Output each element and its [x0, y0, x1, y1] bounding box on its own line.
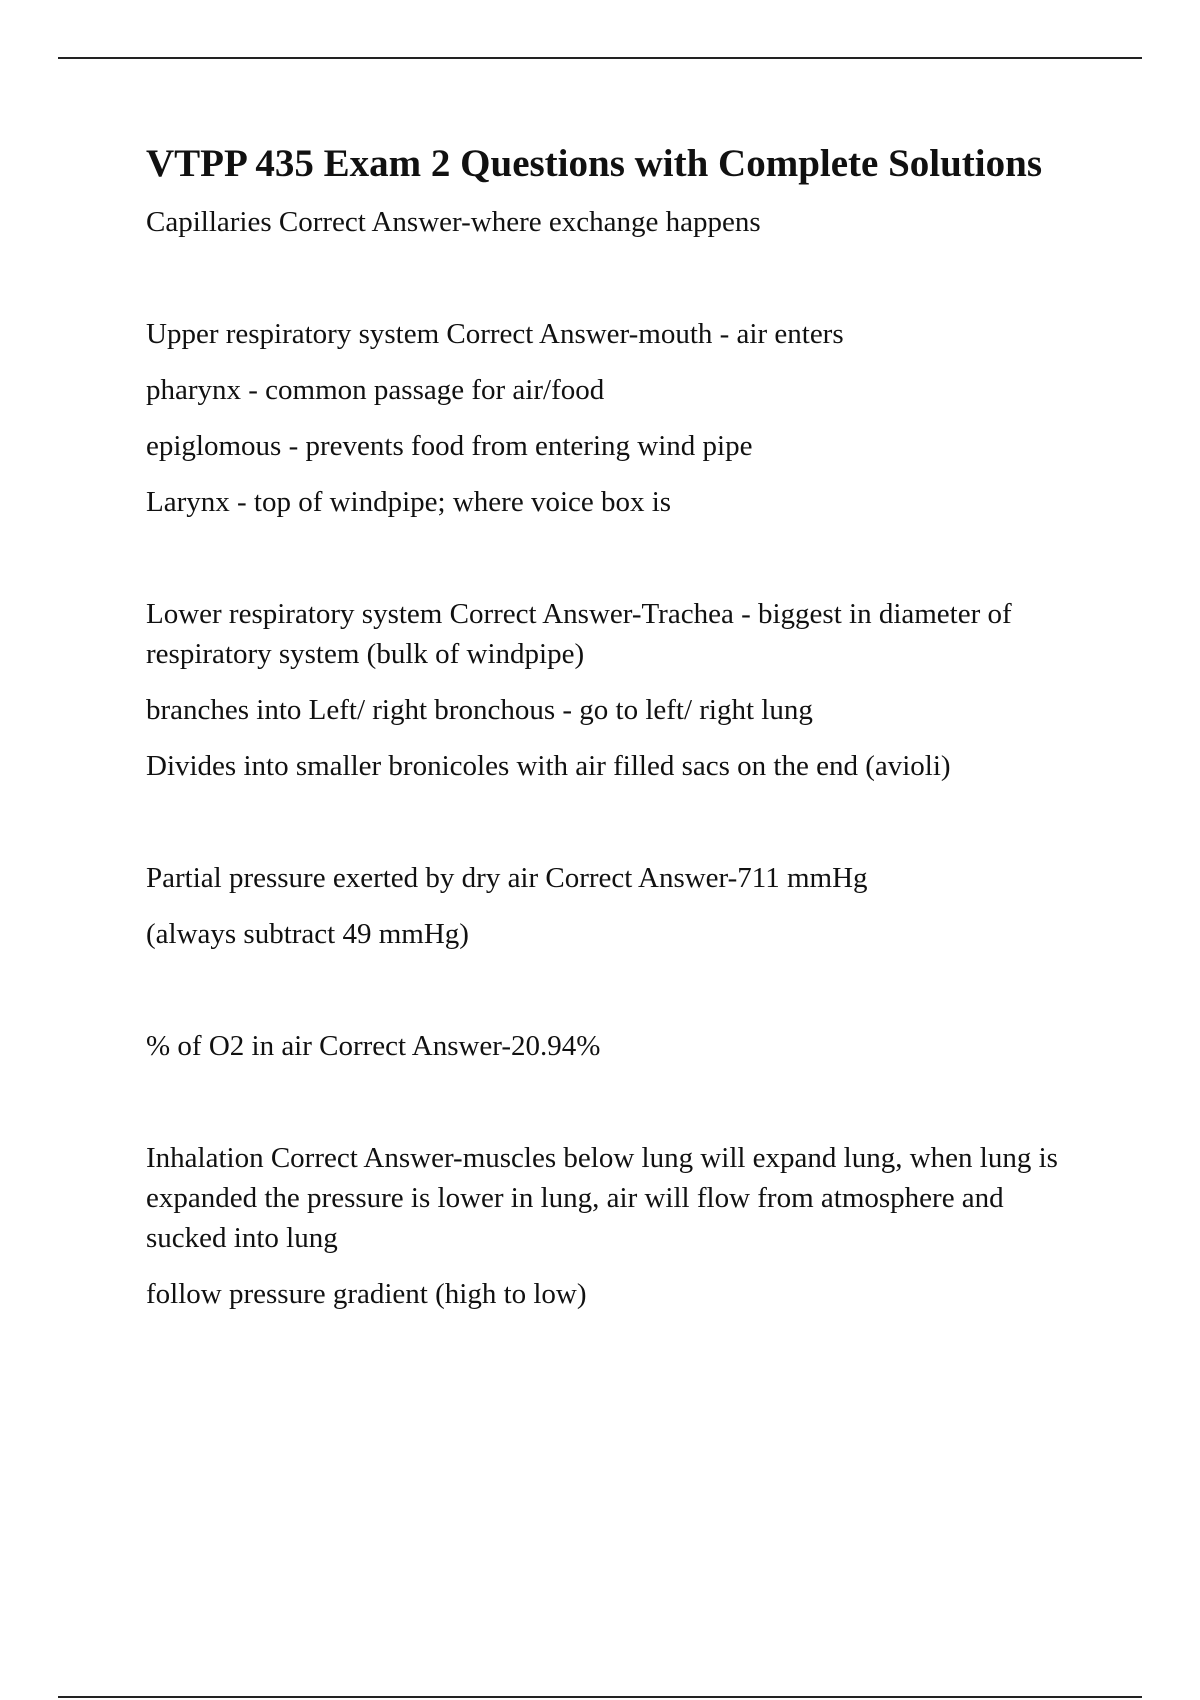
qa-entry-lower-respiratory	[146, 594, 1086, 786]
entry-line: Capillaries Correct Answer-where exchange happens	[146, 206, 761, 238]
entry-line: branches into Left/ right bronchous - go to left/ right lung	[146, 694, 813, 726]
qa-entry-partial-pressure	[146, 858, 1086, 954]
qa-entry-oxygen-percent	[146, 1026, 1086, 1066]
entry-line: Lower respiratory system Correct Answer-Trachea - biggest in diameter of respiratory system (bulk of windpipe)	[146, 598, 1012, 670]
qa-entry-inhalation	[146, 1138, 1086, 1314]
document-body	[146, 140, 1086, 1330]
entry-line: Upper respiratory system Correct Answer-mouth - air enters	[146, 318, 844, 350]
entry-line: % of O2 in air Correct Answer-20.94%	[146, 1030, 601, 1062]
footer-rule	[58, 1696, 1142, 1698]
entry-line: follow pressure gradient (high to low)	[146, 1278, 587, 1310]
qa-entry-upper-respiratory	[146, 314, 1086, 522]
entry-line: (always subtract 49 mmHg)	[146, 918, 469, 950]
qa-entry-capillaries	[146, 202, 1086, 242]
header-rule	[58, 57, 1142, 59]
entry-line: pharynx - common passage for air/food	[146, 374, 605, 406]
entry-line: Divides into smaller bronicoles with air filled sacs on the end (avioli)	[146, 750, 951, 782]
page-title: VTPP 435 Exam 2 Questions with Complete Solutions	[146, 142, 1042, 185]
entry-line: Inhalation Correct Answer-muscles below lung will expand lung, when lung is expanded the pressure is lower in lung, air will flow from atmosphere and sucked into lung	[146, 1142, 1058, 1254]
entry-line: Larynx - top of windpipe; where voice box is	[146, 486, 672, 518]
entry-line: epiglomous - prevents food from entering wind pipe	[146, 430, 753, 462]
entry-line: Partial pressure exerted by dry air Correct Answer-711 mmHg	[146, 862, 868, 894]
